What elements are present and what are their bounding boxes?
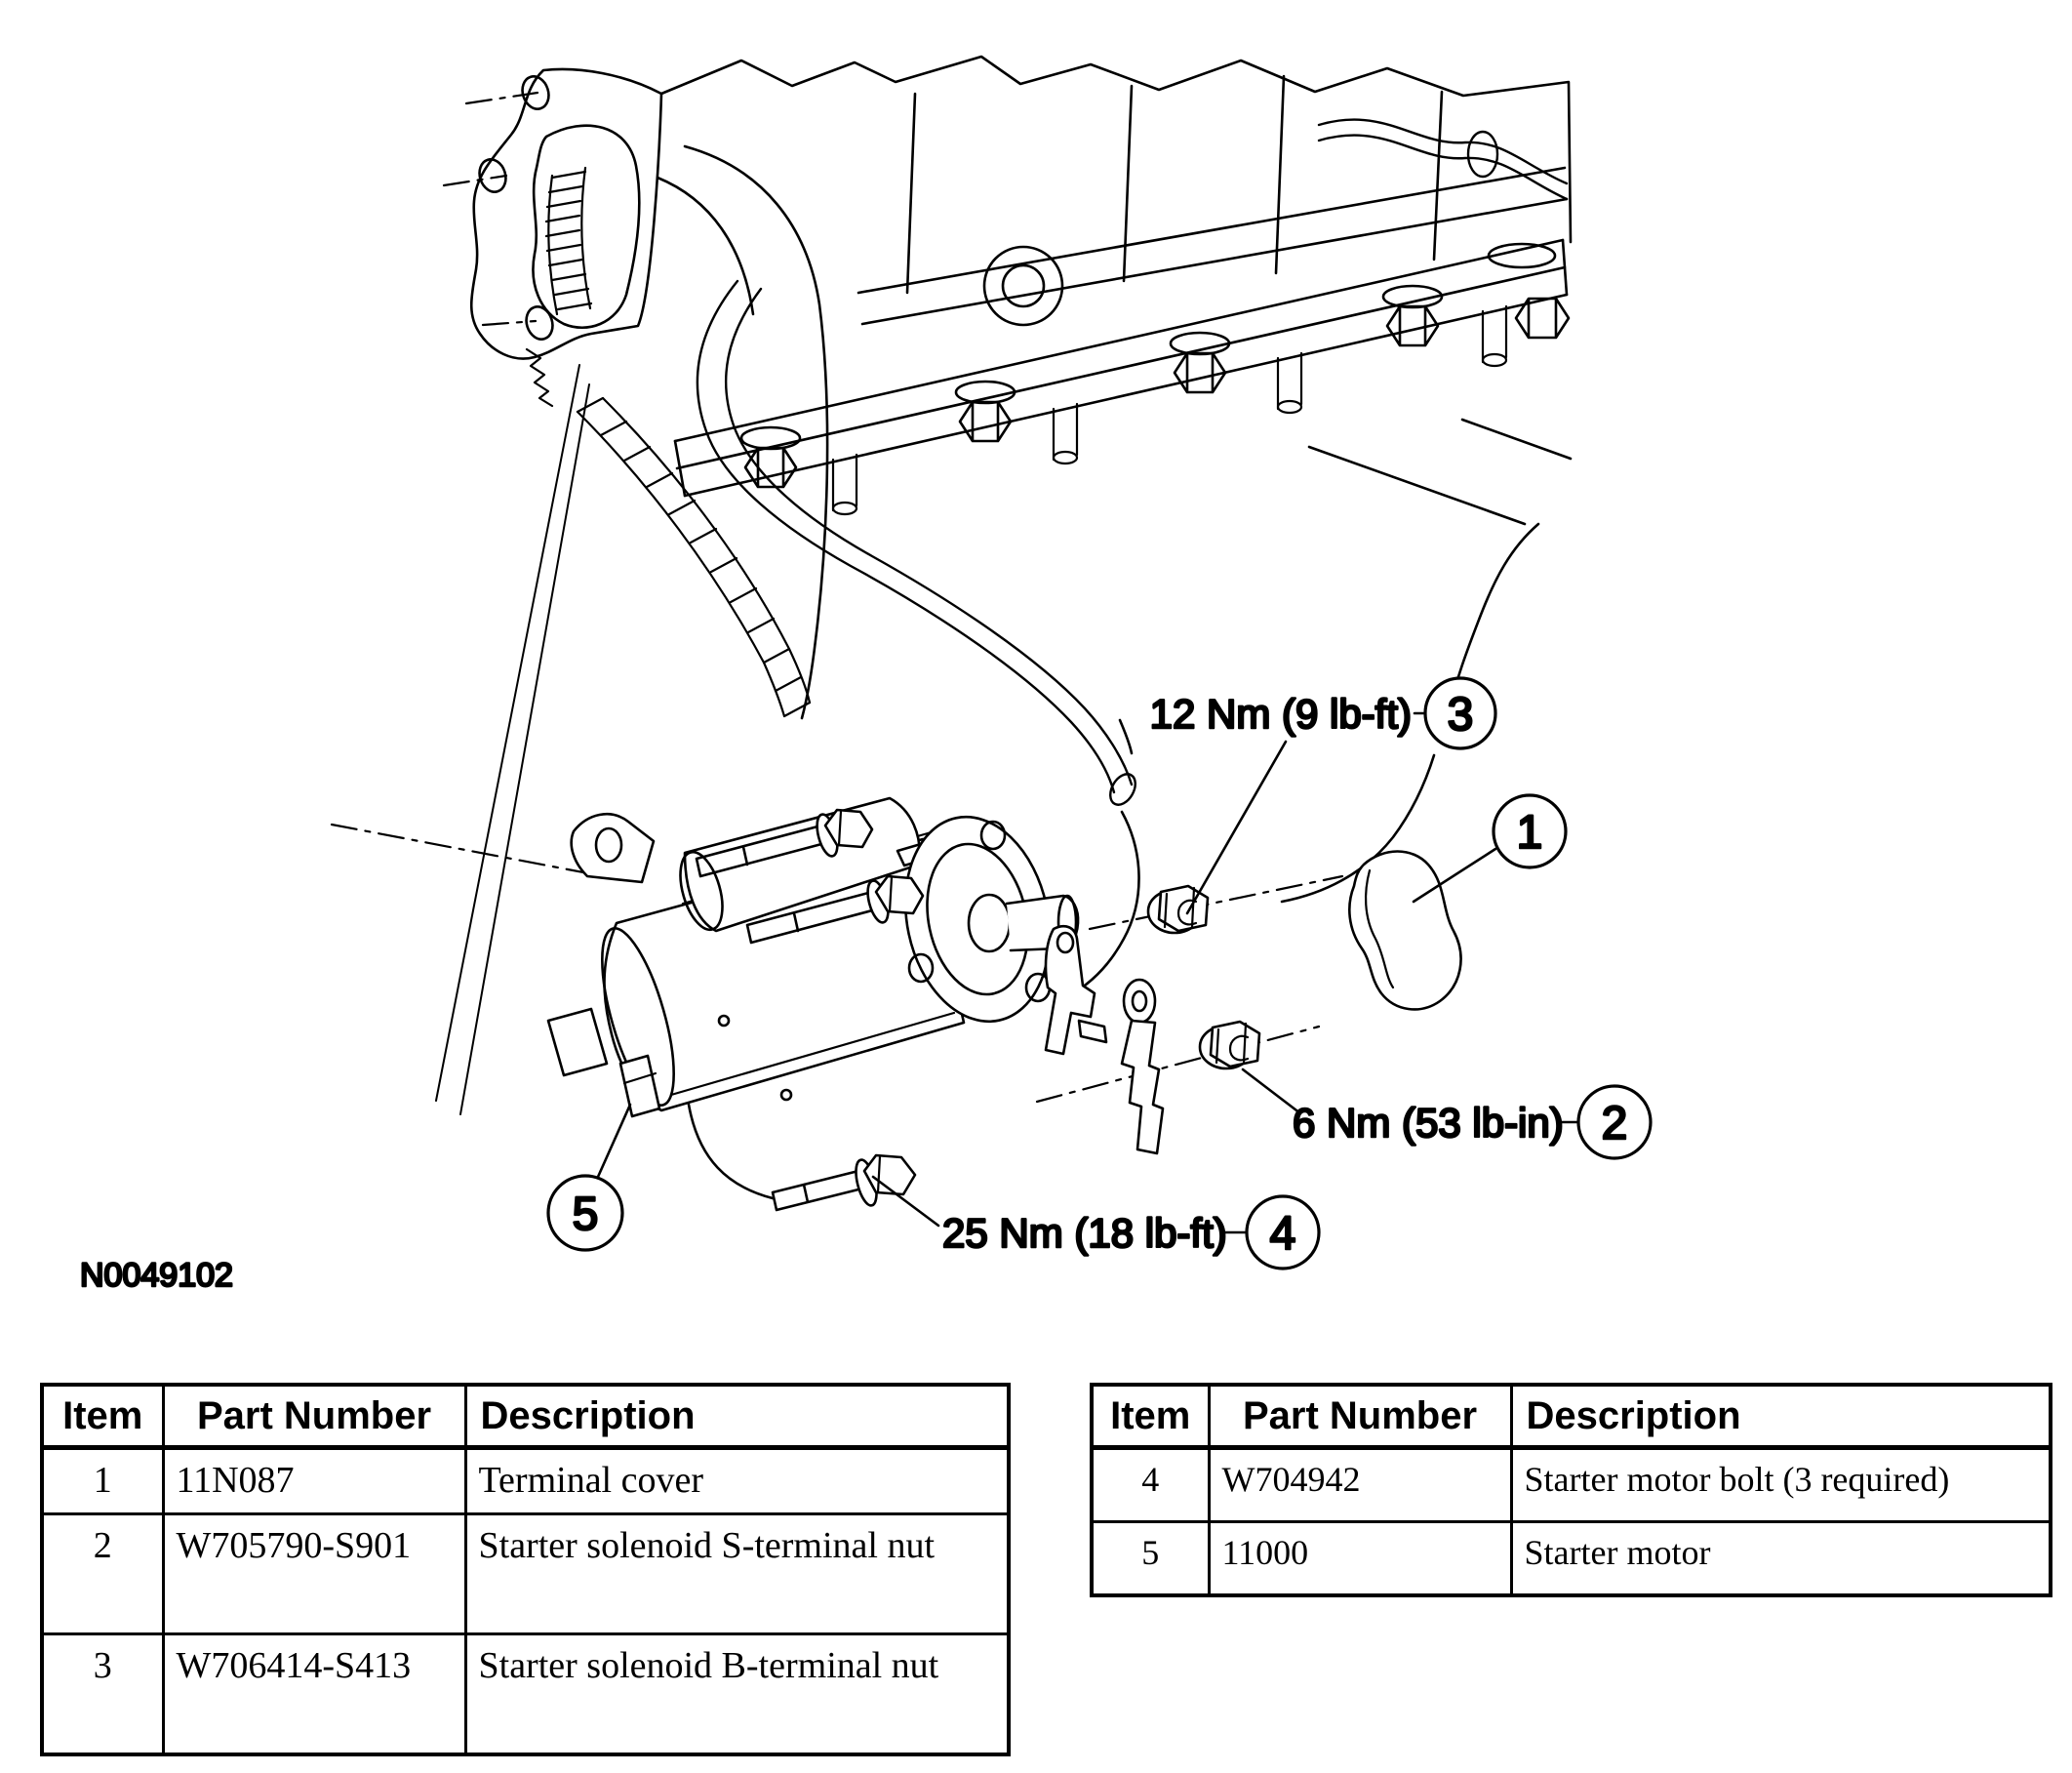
table-row [42, 1448, 1009, 1514]
svg-text:4: 4 [1269, 1208, 1296, 1260]
table-row [1092, 1448, 2051, 1522]
cell-description: Terminal cover [465, 1448, 1009, 1514]
rail-end-bolt [1489, 244, 1569, 338]
callout-4 [1247, 1196, 1319, 1269]
cell-part-number: 11000 [1209, 1522, 1511, 1596]
col-header-item: Item [1092, 1385, 1209, 1448]
block-boss-hole [984, 247, 1062, 325]
table-row [42, 1634, 1009, 1755]
cell-item: 2 [42, 1514, 163, 1634]
mounting-lug [548, 1009, 607, 1075]
col-header-part-number: Part Number [163, 1385, 465, 1448]
cell-item: 3 [42, 1634, 163, 1755]
projection-lines [436, 365, 589, 1114]
cell-description: Starter solenoid S-terminal nut [465, 1514, 1009, 1634]
starter-motor-bolt-item4 [773, 1155, 915, 1210]
torque-label-6nm: 6 Nm (53 lb-in) [1293, 1100, 1564, 1146]
cell-description: Starter solenoid B-terminal nut [465, 1634, 1009, 1755]
callout-2 [1578, 1086, 1651, 1158]
fuel-hose [1319, 120, 1567, 199]
mounting-gasket-plate [471, 69, 661, 406]
b-terminal-stud-axis [1090, 876, 1342, 929]
figure-reference-number: N0049102 [80, 1257, 233, 1294]
mounting-ear [572, 814, 654, 882]
col-header-description: Description [465, 1385, 1009, 1448]
svg-text:5: 5 [572, 1189, 599, 1240]
callout-3 [1425, 678, 1495, 748]
cell-part-number: W705790-S901 [163, 1514, 465, 1634]
flexplate-ring-gear [546, 168, 810, 716]
cell-item: 4 [1092, 1448, 1209, 1522]
s-terminal-stud-axis [1037, 1027, 1319, 1102]
cell-description: Starter motor bolt (3 required) [1511, 1448, 2051, 1522]
table-header-row [42, 1385, 1009, 1448]
torque-label-25nm: 25 Nm (18 lb-ft) [942, 1210, 1227, 1256]
starter-cable [689, 1105, 773, 1198]
svg-text:2: 2 [1601, 1098, 1628, 1149]
starter-motor [548, 798, 1078, 1198]
torque-label-12nm: 12 Nm (9 lb-ft) [1149, 691, 1412, 737]
leader-item3 [1187, 742, 1286, 913]
col-header-item: Item [42, 1385, 163, 1448]
cell-part-number: W706414-S413 [163, 1634, 465, 1755]
col-header-description: Description [1511, 1385, 2051, 1448]
col-header-part-number: Part Number [1209, 1385, 1511, 1448]
callout-1 [1494, 795, 1566, 867]
svg-text:1: 1 [1516, 807, 1543, 859]
table-row [1092, 1522, 2051, 1596]
parts-table-right [1090, 1383, 2052, 1597]
cell-item: 5 [1092, 1522, 1209, 1596]
cell-part-number: 11N087 [163, 1448, 465, 1514]
table-row [42, 1514, 1009, 1634]
wiring-tube [697, 281, 1140, 809]
callout-5 [548, 1176, 622, 1250]
leader-item5 [598, 1105, 630, 1177]
s-terminal-nut-item2 [1200, 1022, 1259, 1068]
wiring-terminal-bracket [1046, 926, 1163, 1153]
table-header-row [1092, 1385, 2051, 1448]
parts-table-left [40, 1383, 1011, 1756]
cell-description: Starter motor [1511, 1522, 2051, 1596]
cell-part-number: W704942 [1209, 1448, 1511, 1522]
rail-bolt [1383, 286, 1442, 345]
cell-item: 1 [42, 1448, 163, 1514]
svg-text:3: 3 [1447, 689, 1474, 741]
terminal-cover-item1 [1349, 852, 1460, 1010]
